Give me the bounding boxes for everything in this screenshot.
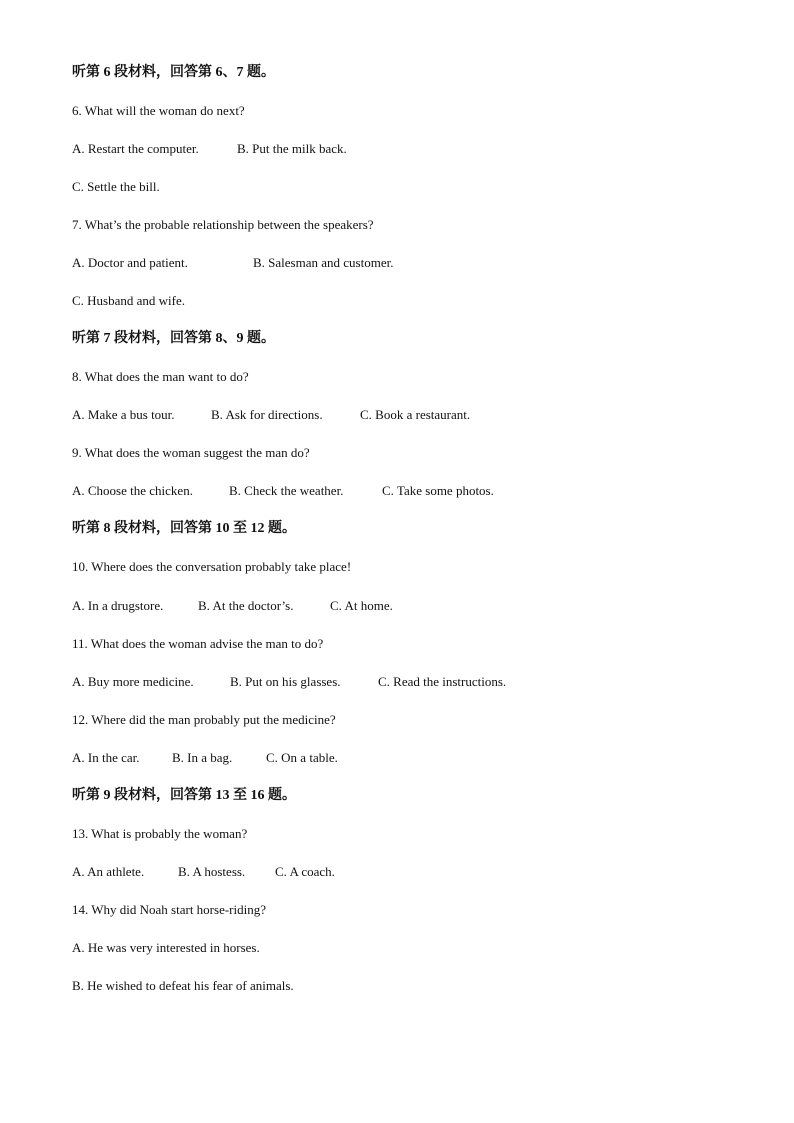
question-7-stem: 7. What’s the probable relationship between the speakers? — [72, 217, 374, 232]
section-heading-6: 听第 6 段材料，回答第 6、7 题。 — [72, 65, 275, 80]
question-9-option-b[interactable]: B. Check the weather. — [229, 483, 344, 498]
question-8-options — [72, 407, 772, 423]
question-11-option-c[interactable]: C. Read the instructions. — [378, 674, 507, 689]
question-13-option-b[interactable]: B. A hostess. — [178, 864, 246, 879]
question-7-option-c[interactable]: C. Husband and wife. — [72, 293, 186, 308]
question-10-options — [72, 598, 772, 614]
question-8-stem: 8. What does the man want to do? — [72, 369, 249, 384]
question-13-stem: 13. What is probably the woman? — [72, 826, 248, 841]
question-10-option-a[interactable]: A. In a drugstore. — [72, 598, 164, 613]
question-12-option-a[interactable]: A. In the car. — [72, 750, 140, 765]
question-8-option-c[interactable]: C. Book a restaurant. — [360, 407, 471, 422]
question-12-stem: 12. Where did the man probably put the medicine? — [72, 712, 336, 727]
question-9-options — [72, 483, 772, 499]
question-13-options — [72, 864, 772, 880]
question-6-option-a[interactable]: A. Restart the computer. — [72, 141, 199, 156]
section-heading-7: 听第 7 段材料，回答第 8、9 题。 — [72, 331, 275, 346]
question-6-stem: 6. What will the woman do next? — [72, 103, 245, 118]
question-12-options — [72, 750, 772, 766]
question-7-option-a[interactable]: A. Doctor and patient. — [72, 255, 188, 270]
question-9-stem: 9. What does the woman suggest the man do? — [72, 445, 310, 460]
question-7-options-row-1 — [72, 255, 772, 271]
question-10-option-c[interactable]: C. At home. — [330, 598, 393, 613]
question-12-option-b[interactable]: B. In a bag. — [172, 750, 233, 765]
section-heading-8: 听第 8 段材料，回答第 10 至 12 题。 — [72, 521, 296, 536]
question-13-option-c[interactable]: C. A coach. — [275, 864, 335, 879]
question-6-option-b[interactable]: B. Put the milk back. — [237, 141, 347, 156]
question-12-option-c[interactable]: C. On a table. — [266, 750, 338, 765]
question-10-option-b[interactable]: B. At the doctor’s. — [198, 598, 294, 613]
question-8-option-b[interactable]: B. Ask for directions. — [211, 407, 323, 422]
question-14-stem: 14. Why did Noah start horse-riding? — [72, 902, 266, 917]
question-11-options — [72, 674, 772, 690]
question-6-options-row-1 — [72, 141, 772, 157]
question-10-stem: 10. Where does the conversation probably take place! — [72, 559, 352, 574]
question-14-option-b[interactable]: B. He wished to defeat his fear of animals. — [72, 978, 294, 993]
question-13-option-a[interactable]: A. An athlete. — [72, 864, 145, 879]
question-8-option-a[interactable]: A. Make a bus tour. — [72, 407, 175, 422]
question-7-option-b[interactable]: B. Salesman and customer. — [253, 255, 394, 270]
section-heading-9: 听第 9 段材料，回答第 13 至 16 题。 — [72, 788, 296, 803]
question-14-option-a[interactable]: A. He was very interested in horses. — [72, 940, 260, 955]
question-11-option-a[interactable]: A. Buy more medicine. — [72, 674, 194, 689]
question-6-option-c[interactable]: C. Settle the bill. — [72, 179, 160, 194]
question-9-option-a[interactable]: A. Choose the chicken. — [72, 483, 193, 498]
question-11-option-b[interactable]: B. Put on his glasses. — [230, 674, 341, 689]
question-11-stem: 11. What does the woman advise the man to do? — [72, 636, 324, 651]
question-9-option-c[interactable]: C. Take some photos. — [382, 483, 494, 498]
